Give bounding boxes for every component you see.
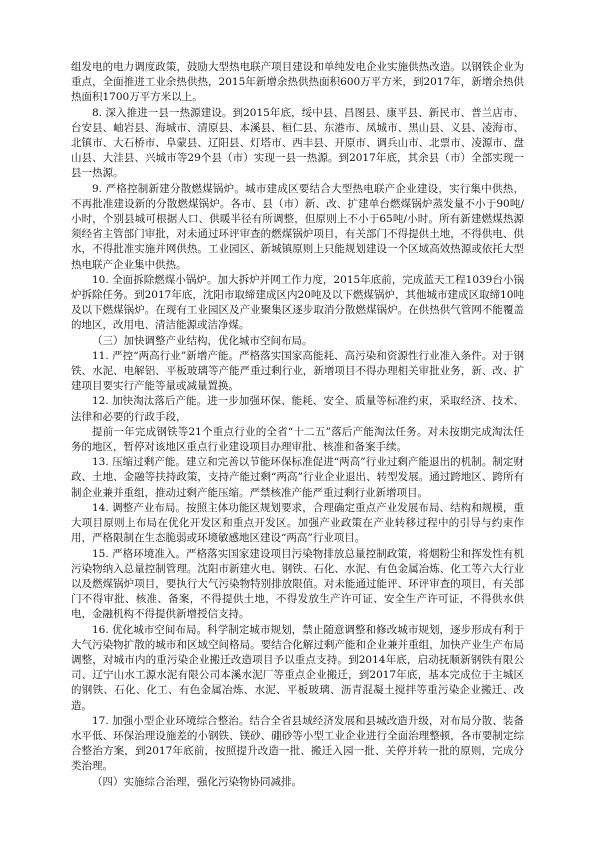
- paragraph-continuation: 组发电的电力调度政策，鼓励大型热电联产项目建设和单纯发电企业实施供热改造。以钢铁企业为重点，全面推进工业余热供热，2015年新增余热供热面积600万平方米，到2017年，新增余热供热面积1700万平方米以上。: [71, 61, 524, 104]
- item-15-environmental-access: 15. 严格环境准入。严格落实国家建设项目污染物排放总量控制政策，将烟粉尘和挥发性有机污染物纳入总量控制管理。沈阳市新建火电、钢铁、石化、水泥、有色金属冶炼、化工等六大行业以及燃煤锅炉项目，要执行大气污染物特别排放限值。对未能通过能评、环评审查的项目，有关部门不得审批、核准、备案，不得提供土地，不得发放生产许可证、安全生产许可证，不得供水供电，金融机构不得提供新增授信支持。: [71, 547, 524, 621]
- item-8-one-county-one-heat-source: 8. 深入推进一县一热源建设。到2015年底，绥中县、昌图县、康平县、新民市、普兰店市、台安县、岫岩县、海城市、清原县、本溪县、桓仁县、东港市、凤城市、黑山县、义县、凌海市、北镇市、大石桥市、阜蒙县、辽阳县、灯塔市、西丰县、开原市、调兵山市、北票市、凌源市、盘山县、大洼县、兴城市等29个县（市）实现一县一热源。到2017年底，其余县（市）全部实现一县一热源。: [71, 106, 524, 180]
- item-10-remove-small-boilers: 10. 全面拆除燃煤小锅炉。加大拆炉并网工作力度，2015年底前，完成蓝天工程1039台小锅炉拆除任务。到2017年底，沈阳市取缔建成区内20吨及以下燃煤锅炉，其他城市建成区取缔10吨及以下燃煤锅炉。在现有工业园区及产业聚集区逐步取消分散燃煤锅炉。在供热供气管网不能覆盖的地区，改用电、清洁能源或洁净煤。: [71, 273, 524, 332]
- item-12-eliminate-backward-capacity: 12. 加快淘汰落后产能。进一步加强环保、能耗、安全、质量等标准约束，采取经济、技术、法律和必要的行政手段，: [71, 395, 524, 423]
- section-heading-3: （三）加快调整产业结构，优化城市空间布局。: [92, 334, 313, 347]
- section-heading-4: （四）实施综合治理，强化污染物协同减排。: [92, 775, 302, 788]
- item-14-adjust-industrial-layout: 14. 调整产业布局。按照主体功能区规划要求，合理确定重点产业发展布局、结构和规模，重大项目原则上布局在优化开发区和重点开发区。加强产业政策在产业转移过程中的引导与约束作用，严格限制在生态脆弱或环境敏感地区建设“两高”行业项目。: [71, 501, 524, 545]
- item-9-control-boilers: 9. 严格控制新建分散燃煤锅炉。城市建成区要结合大型热电联产企业建设，实行集中供热，不再批准建设新的分散燃煤锅炉。各市、县（市）新、改、扩建单台燃煤锅炉蒸发量不小于90吨/小时，个别县城可根据人口、供暖半径有所调整，但原则上不小于65吨/小时。所有新建燃煤热源须经省主管部门审批，对未通过环评审查的燃煤锅炉项目，有关部门不得提供土地，不得供电、供水，不得批准实施并网供热。工业园区、新城镇原则上只能规划建设一个区域高效热源或依托大型热电联产企业集中供热。: [71, 182, 524, 271]
- item-16-urban-spatial-layout: 16. 优化城市空间布局。科学制定城市规划，禁止随意调整和修改城市规划，逐步形成有利于大气污染物扩散的城市和区域空间格局。要结合化解过剩产能和企业兼并重组，加快产业生产布局调整，对城市内的重污染企业搬迁改造项目予以重点支持。到2014年底，启动抚顺新钢铁有限公司、辽宁山水工源水泥有限公司本溪水泥厂等重点企业搬迁，到2017年底，基本完成位于主城区的钢铁、石化、化工、有色金属冶炼、水泥、平板玻璃、沥青混凝土搅拌等重污染企业搬迁、改造。: [71, 623, 524, 712]
- item-11-control-new-capacity: 11. 严控“两高行业”新增产能。严格落实国家高能耗、高污染和资源性行业准入条件。对于钢铁、水泥、电解铝、平板玻璃等产能严重过剩行业，新增项目不得办理相关审批业务，新、改、扩建项目要实行产能等量或减量置换。: [71, 349, 524, 393]
- item-17-small-enterprise-rectification: 17. 加强小型企业环境综合整治。结合全省县域经济发展和县城改造升级，对布局分散、装备水平低、环保治理设施差的小钢铁、镁砂、硼砂等小型工业企业进行全面治理整顿，各市要制定综合整治方案，到2017年底前，按照提升改造一批、搬迁入园一批、关停并转一批的原则，完成分类治理。: [71, 714, 524, 773]
- item-12-continuation: 提前一年完成钢铁等21个重点行业的全省“十二五”落后产能淘汰任务。对未按期完成淘汰任务的地区，暂停对该地区重点行业建设项目办理审批、核准和备案手续。: [71, 425, 524, 454]
- item-13-compress-overcapacity: 13. 压缩过剩产能。建立和完善以节能环保标准促进“两高”行业过剩产能退出的机制。制定财政、土地、金融等扶持政策，支持产能过剩“两高”行业企业退出、转型发展。通过跨地区、跨所有制企业兼并重组，推动过剩产能压缩。严禁核准产能严重过剩行业新增项目。: [71, 456, 524, 499]
